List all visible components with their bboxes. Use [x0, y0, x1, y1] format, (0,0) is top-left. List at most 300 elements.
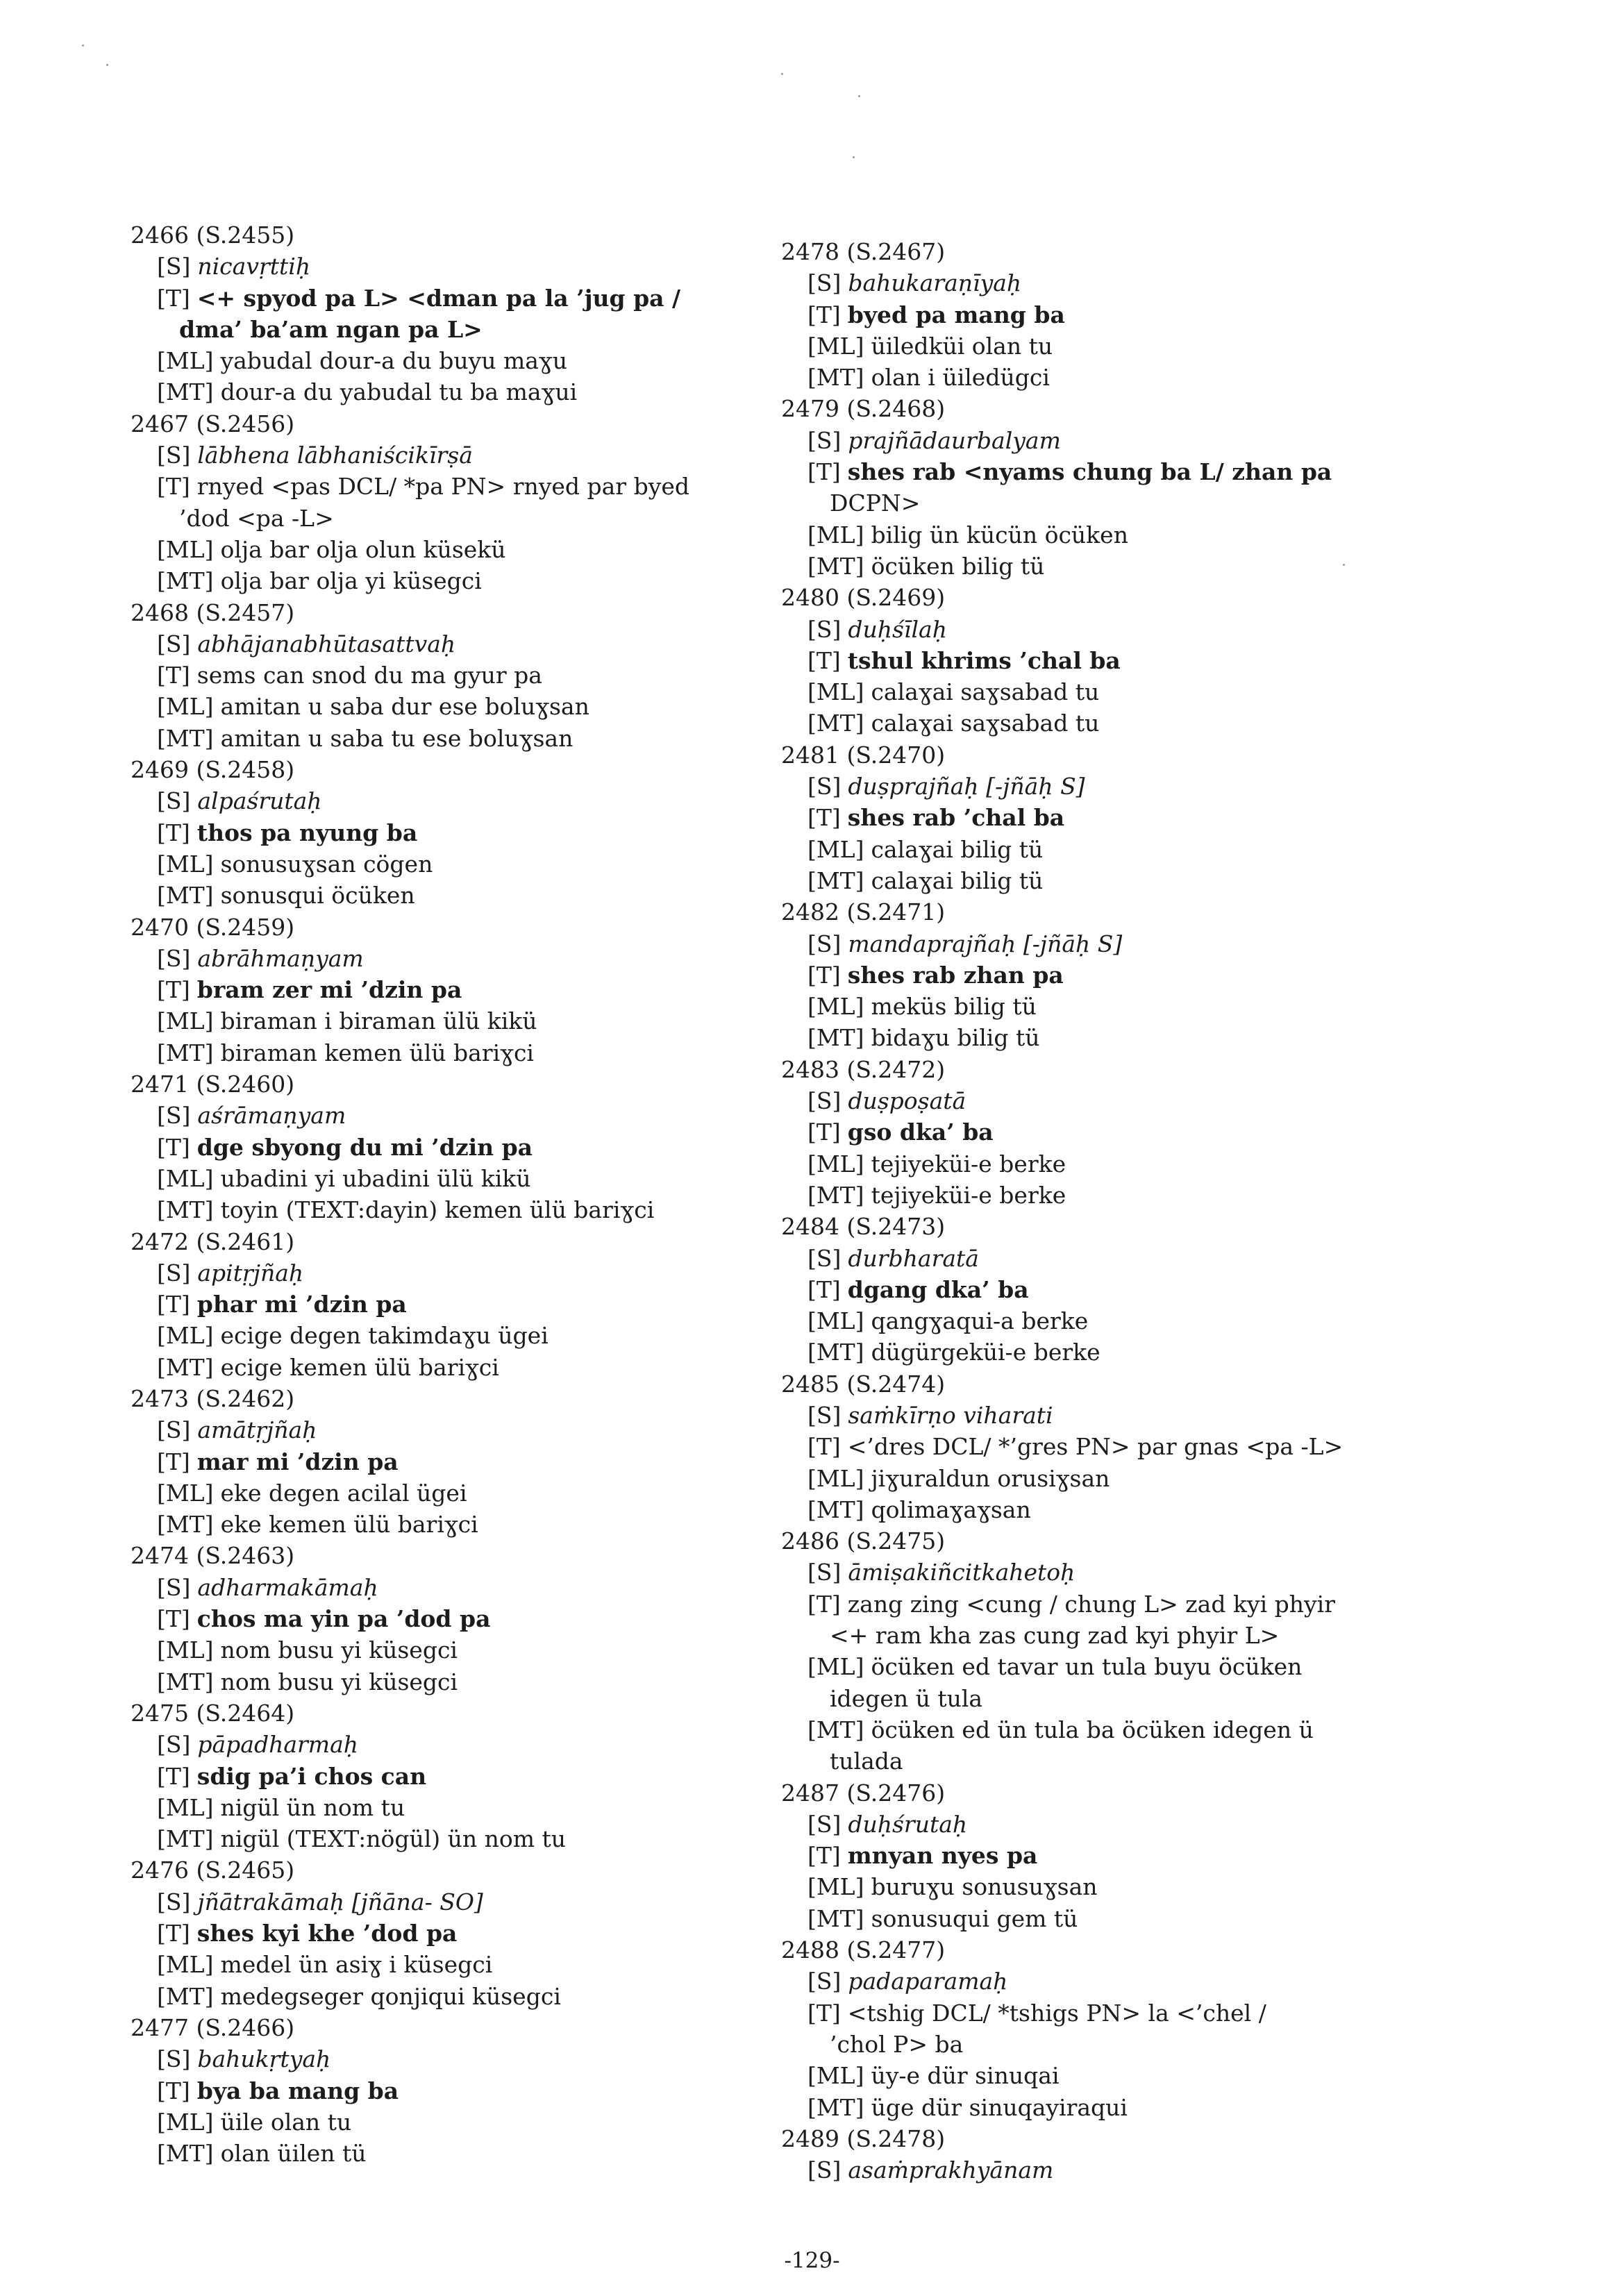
translation-text: bidaɣu bilig tü [871, 1024, 1040, 1052]
entry-number: 2484 (S.2473) [781, 1213, 946, 1241]
language-tag: [ML] [807, 2062, 864, 2090]
sanskrit-term: mandaprajñaḥ [-jñāḥ S] [848, 930, 1123, 957]
entry-number: 2466 (S.2455) [131, 221, 295, 249]
translation-text: eke kemen ülü bariɣci [220, 1511, 478, 1539]
translation-text: DCPN> [830, 489, 921, 517]
entry-line [739, 1431, 1434, 1462]
language-tag: [ML] [157, 1793, 214, 1821]
dictionary-entry [89, 1383, 769, 1540]
sanskrit-term: āmiṣakiñcitkahetoḥ [848, 1559, 1075, 1586]
translation-text: zang zing <cung / chung L> zad kyi phyir [847, 1590, 1335, 1618]
dictionary-entry [739, 2123, 1434, 2186]
entry-line [739, 1651, 1434, 1682]
sanskrit-term: adharmakāmaḥ [197, 1573, 378, 1601]
translation-text: sonusqui öcüken [220, 882, 415, 910]
entry-line [739, 1336, 1434, 1368]
entry-line [739, 1714, 1434, 1745]
sanskrit-term: duḥśrutaḥ [848, 1810, 968, 1838]
entry-line [739, 1871, 1434, 1902]
language-tag: [ML] [807, 1653, 864, 1681]
entry-line [739, 1966, 1434, 1997]
translation-text: shes rab <nyams chung ba L/ zhan pa [847, 458, 1332, 486]
entry-line [89, 534, 769, 565]
entry-line [89, 817, 769, 848]
language-tag: [S] [157, 1416, 191, 1444]
dictionary-entry [739, 1211, 1434, 1368]
entry-line [89, 439, 769, 471]
entry-line [89, 1100, 769, 1131]
translation-text: rnyed <pas DCL/ *pa PN> rnyed par byed [196, 473, 689, 501]
language-tag: [T] [157, 473, 190, 501]
dictionary-entry [739, 739, 1434, 896]
language-tag: [S] [157, 1731, 191, 1759]
language-tag: [ML] [157, 1322, 214, 1350]
language-tag: [S] [807, 1810, 842, 1838]
translation-text: buruɣu sonusuɣsan [871, 1873, 1098, 1901]
dictionary-entry [89, 1226, 769, 1383]
language-tag: [ML] [157, 1479, 214, 1507]
entry-line [89, 2106, 769, 2138]
entry-line [739, 1745, 1434, 1777]
entry-line [739, 928, 1434, 960]
entry-line [739, 487, 1434, 519]
entry-line [739, 425, 1434, 456]
translation-text: nigül (TEXT:nögül) ün nom tu [220, 1825, 567, 1853]
language-tag: [T] [157, 1920, 190, 1947]
language-tag: [S] [807, 269, 842, 297]
translation-text: shes rab zhan pa [847, 961, 1064, 989]
translation-text: dügürgeküi-e berke [871, 1339, 1100, 1366]
translation-text: shes kyi khe ’dod pa [196, 1920, 458, 1947]
translation-text: üiledküi olan tu [871, 332, 1053, 360]
language-tag: [MT] [807, 364, 864, 392]
translation-text: ecige kemen ülü bariɣci [220, 1353, 499, 1381]
language-tag: [ML] [157, 1951, 214, 1979]
sanskrit-term: asaṁprakhyānam [848, 2156, 1054, 2184]
language-tag: [S] [157, 1259, 191, 1287]
entry-number: 2489 (S.2478) [781, 2125, 946, 2152]
translation-text: calaɣai bilig tü [871, 835, 1044, 863]
language-tag: [MT] [807, 2093, 864, 2121]
language-tag: [MT] [807, 552, 864, 580]
translation-text: dge sbyong du mi ’dzin pa [196, 1133, 533, 1161]
language-tag: [MT] [807, 1339, 864, 1366]
entry-line [739, 267, 1434, 299]
language-tag: [T] [807, 458, 841, 486]
translation-text: gso dka’ ba [847, 1118, 994, 1146]
language-tag: [S] [157, 253, 191, 280]
sanskrit-term: abrāhmaṇyam [197, 944, 364, 972]
entry-line [89, 565, 769, 596]
entry-line [739, 2060, 1434, 2091]
entry-number: 2477 (S.2466) [131, 2013, 295, 2041]
sanskrit-term: lābhena lābhaniścikīrṣā [197, 442, 473, 469]
language-tag: [S] [807, 1968, 842, 1995]
scan-speck [858, 95, 860, 97]
translation-text: olja bar olja yi küsegci [220, 567, 482, 595]
language-tag: [T] [157, 1291, 190, 1318]
entry-line [89, 1949, 769, 1980]
language-tag: [S] [157, 944, 191, 972]
translation-text: dgang dka’ ba [847, 1275, 1029, 1303]
scan-speck [853, 156, 855, 158]
language-tag: [S] [157, 2045, 191, 2073]
language-tag: [S] [157, 442, 191, 469]
entry-line [89, 2075, 769, 2106]
entry-line [739, 1589, 1434, 1620]
entry-line [89, 1289, 769, 1320]
sanskrit-term: duṣprajñaḥ [-jñāḥ S] [848, 773, 1085, 801]
entry-line [739, 645, 1434, 676]
entry-line [89, 376, 769, 408]
language-tag: [T] [157, 284, 190, 312]
translation-text: üile olan tu [220, 2108, 352, 2136]
translation-text: sdig pa’i chos can [196, 1762, 427, 1790]
entry-number: 2478 (S.2467) [781, 238, 946, 265]
entry-line [89, 1037, 769, 1069]
translation-text: üy-e dür sinuqai [871, 2062, 1060, 2090]
language-tag: [ML] [807, 1150, 864, 1178]
language-tag: [S] [807, 1559, 842, 1586]
sanskrit-term: durbharatā [848, 1244, 979, 1272]
sanskrit-term: duṣpoṣatā [848, 1087, 966, 1115]
language-tag: [ML] [157, 1007, 214, 1035]
language-tag: [S] [807, 1401, 842, 1429]
entry-number: 2487 (S.2476) [781, 1779, 946, 1807]
language-tag: [S] [807, 773, 842, 801]
language-tag: [MT] [157, 1982, 214, 2010]
language-tag: [S] [807, 426, 842, 454]
language-tag: [T] [157, 662, 190, 689]
language-tag: [MT] [157, 1353, 214, 1381]
entry-line [89, 1761, 769, 1792]
translation-text: yabudal dour-a du buyu maɣu [220, 347, 567, 375]
dictionary-entry [739, 1525, 1434, 1777]
entry-line [89, 1352, 769, 1383]
translation-text: <’dres DCL/ *’gres PN> par gnas <pa -L> [847, 1433, 1343, 1461]
language-tag: [T] [157, 2077, 190, 2104]
entry-number: 2483 (S.2472) [781, 1055, 946, 1083]
language-tag: [T] [807, 1433, 841, 1461]
translation-text: sonusuqui gem tü [871, 1904, 1078, 1932]
language-tag: [S] [157, 1573, 191, 1601]
entry-number: 2480 (S.2469) [781, 584, 946, 612]
dictionary-entry [89, 1069, 769, 1225]
translation-text: medegseger qonjiqui küsegci [220, 1982, 561, 2010]
entry-line [739, 1305, 1434, 1336]
scan-speck [106, 64, 108, 66]
language-tag: [MT] [807, 1024, 864, 1052]
entry-line [89, 1634, 769, 1666]
entry-number: 2469 (S.2458) [131, 756, 295, 784]
translation-text: bilig ün kücün öcüken [871, 521, 1128, 548]
language-tag: [S] [157, 630, 191, 657]
dictionary-entry [89, 754, 769, 911]
language-tag: [T] [157, 976, 190, 1004]
translation-text: olan üilen tü [220, 2140, 367, 2168]
entry-line [739, 834, 1434, 865]
entry-line [739, 991, 1434, 1022]
scan-speck [82, 44, 84, 47]
language-tag: [MT] [157, 1511, 214, 1539]
entry-line [739, 1148, 1434, 1180]
language-tag: [T] [807, 301, 841, 328]
translation-text: eke degen acilal ügei [220, 1479, 467, 1507]
language-tag: [MT] [807, 1904, 864, 1932]
translation-text: tejiyeküi-e berke [871, 1181, 1066, 1209]
sanskrit-term: bahukṛtyaḥ [197, 2045, 331, 2073]
translation-text: qangɣaqui-a berke [871, 1307, 1089, 1335]
dictionary-entry [739, 1054, 1434, 1211]
entry-line [739, 1620, 1434, 1651]
language-tag: [T] [807, 1842, 841, 1870]
translation-text: öcüken ed ün tula ba öcüken idegen ü [871, 1716, 1314, 1743]
translation-text: olan i üiledügci [871, 364, 1050, 392]
language-tag: [T] [157, 1133, 190, 1161]
entry-line [89, 1666, 769, 1698]
page-number: -129- [784, 2248, 840, 2273]
translation-text: dour-a du yabudal tu ba maɣui [220, 378, 578, 406]
entry-line [739, 1274, 1434, 1305]
dictionary-entry [89, 219, 769, 408]
language-tag: [S] [157, 1888, 191, 1916]
sanskrit-term: saṁkīrṇo viharati [848, 1401, 1053, 1429]
entry-line [739, 519, 1434, 551]
entry-line [89, 1257, 769, 1289]
language-tag: [ML] [807, 1873, 864, 1901]
entry-line [739, 456, 1434, 487]
entry-line [89, 628, 769, 660]
entry-line [739, 1840, 1434, 1871]
entry-line [89, 974, 769, 1005]
sanskrit-term: apitṛjñaḥ [197, 1259, 304, 1287]
entry-line [89, 660, 769, 691]
entry-line [89, 1572, 769, 1603]
dictionary-entry [739, 393, 1434, 582]
language-tag: [MT] [157, 378, 214, 406]
translation-text: calaɣai bilig tü [871, 866, 1044, 894]
scan-speck [1343, 564, 1345, 566]
language-tag: [S] [157, 1102, 191, 1130]
entry-line [739, 1997, 1434, 2029]
translation-text: amitan u saba dur ese boluɣsan [220, 693, 589, 721]
language-tag: [MT] [807, 1181, 864, 1209]
entry-line [89, 1005, 769, 1037]
language-tag: [MT] [157, 1825, 214, 1853]
translation-text: bram zer mi ’dzin pa [196, 976, 462, 1004]
translation-text: mnyan nyes pa [847, 1842, 1038, 1870]
translation-text: calaɣai saɣsabad tu [871, 710, 1100, 737]
entry-line [739, 707, 1434, 739]
language-tag: [MT] [157, 567, 214, 595]
translation-text: sonusuɣsan cögen [220, 850, 433, 878]
dictionary-entry [89, 2012, 769, 2169]
translation-text: chos ma yin pa ’dod pa [196, 1605, 491, 1633]
translation-text: nom busu yi küsegci [220, 1636, 458, 1664]
sanskrit-term: amātṛjñaḥ [197, 1416, 317, 1444]
entry-line [739, 1022, 1434, 1053]
sanskrit-term: padaparamaḥ [848, 1968, 1008, 1995]
dictionary-entry [89, 1540, 769, 1697]
dictionary-entry [89, 912, 769, 1069]
sanskrit-term: jñātrakāmaḥ [jñāna- SO] [197, 1888, 483, 1916]
sanskrit-term: nicavṛttiḥ [197, 253, 311, 280]
translation-text: tejiyeküi-e berke [871, 1150, 1066, 1178]
entry-line [739, 865, 1434, 896]
language-tag: [S] [807, 1244, 842, 1272]
translation-text: biraman i biraman ülü kikü [220, 1007, 537, 1035]
dictionary-entry [89, 1698, 769, 1854]
translation-text: ’chol P> ba [830, 2030, 964, 2058]
dictionary-entry [739, 1777, 1434, 1934]
entry-line [739, 1683, 1434, 1714]
translation-text: <tshig DCL/ *tshigs PN> la <’chel / [847, 1999, 1266, 2027]
translation-text: amitan u saba tu ese boluɣsan [220, 724, 574, 752]
translation-text: mar mi ’dzin pa [196, 1448, 399, 1475]
translation-text: jiɣuraldun orusiɣsan [871, 1464, 1110, 1492]
translation-text: biraman kemen ülü bariɣci [220, 1039, 534, 1066]
translation-text: qolimaɣaɣsan [871, 1495, 1031, 1523]
sanskrit-term: alpaśrutaḥ [197, 787, 322, 815]
entry-number: 2472 (S.2461) [131, 1227, 295, 1255]
language-tag: [T] [807, 1118, 841, 1146]
entry-line [89, 1194, 769, 1225]
entry-line [89, 1792, 769, 1823]
language-tag: [ML] [157, 347, 214, 375]
entry-line [89, 471, 769, 502]
sanskrit-term: bahukaraṇīyaḥ [848, 269, 1022, 297]
entry-line [739, 1180, 1434, 1211]
language-tag: [ML] [157, 850, 214, 878]
language-tag: [T] [807, 1999, 841, 2027]
translation-text: shes rab ’chal ba [847, 804, 1065, 832]
dictionary-entry [89, 408, 769, 597]
entry-line [739, 960, 1434, 991]
entry-line [89, 785, 769, 816]
translation-text: sems can snod du ma gyur pa [196, 662, 542, 689]
entry-line [89, 880, 769, 911]
entry-number: 2473 (S.2462) [131, 1384, 295, 1412]
language-tag: [T] [807, 1275, 841, 1303]
language-tag: [ML] [157, 1164, 214, 1192]
scan-speck [781, 73, 783, 75]
dictionary-entry [739, 896, 1434, 1053]
language-tag: [MT] [157, 1668, 214, 1695]
entry-line [739, 802, 1434, 833]
language-tag: [S] [807, 615, 842, 643]
language-tag: [T] [157, 819, 190, 846]
translation-text: tulada [830, 1748, 903, 1775]
translation-text: nigül ün nom tu [220, 1793, 405, 1821]
entry-number: 2468 (S.2457) [131, 598, 295, 626]
language-tag: [S] [807, 1087, 842, 1115]
entry-number: 2482 (S.2471) [781, 898, 946, 926]
entry-number: 2481 (S.2470) [781, 741, 946, 769]
entry-line [89, 1132, 769, 1163]
translation-text: medel ün asiɣ i küsegci [220, 1951, 493, 1979]
entry-number: 2485 (S.2474) [781, 1370, 946, 1398]
language-tag: [S] [807, 930, 842, 957]
entry-line [89, 345, 769, 376]
entry-line [739, 1400, 1434, 1431]
entry-line [89, 1163, 769, 1194]
language-tag: [T] [807, 646, 841, 674]
entry-line [89, 2138, 769, 2169]
sanskrit-term: aśrāmaṇyam [197, 1102, 346, 1130]
language-tag: [T] [807, 1590, 841, 1618]
sanskrit-term: prajñādaurbalyam [848, 426, 1061, 454]
entry-line [89, 1509, 769, 1540]
sanskrit-term: abhājanabhūtasattvaḥ [197, 630, 456, 657]
translation-text: phar mi ’dzin pa [196, 1291, 407, 1318]
language-tag: [MT] [807, 1495, 864, 1523]
entry-line [739, 1243, 1434, 1274]
entry-line [739, 1116, 1434, 1148]
translation-text: tshul khrims ’chal ba [847, 646, 1121, 674]
entry-number: 2475 (S.2464) [131, 1699, 295, 1727]
entry-line [739, 330, 1434, 362]
translation-text: toyin (TEXT:dayin) kemen ülü bariɣci [220, 1196, 655, 1224]
language-tag: [ML] [807, 835, 864, 863]
language-tag: [ML] [157, 535, 214, 563]
language-tag: [T] [157, 1605, 190, 1633]
language-tag: [S] [157, 787, 191, 815]
language-tag: [MT] [157, 882, 214, 910]
entry-line [89, 1446, 769, 1477]
entry-line [739, 1809, 1434, 1840]
sanskrit-term: pāpadharmaḥ [197, 1731, 359, 1759]
entry-line [739, 1557, 1434, 1588]
translation-text: öcüken ed tavar un tula buyu öcüken [871, 1653, 1303, 1681]
language-tag: [T] [807, 961, 841, 989]
translation-text: nom busu yi küsegci [220, 1668, 458, 1695]
entry-number: 2471 (S.2460) [131, 1071, 295, 1098]
entry-line [89, 1918, 769, 1949]
translation-text: ’dod <pa -L> [179, 504, 334, 532]
translation-text: bya ba mang ba [196, 2077, 399, 2104]
language-tag: [ML] [807, 521, 864, 548]
language-tag: [MT] [807, 710, 864, 737]
language-tag: [ML] [807, 1464, 864, 1492]
left-column [89, 219, 769, 2169]
dictionary-entry [89, 597, 769, 754]
translation-text: <+ ram kha zas cung zad kyi phyir L> [830, 1622, 1280, 1650]
entry-line [739, 362, 1434, 393]
language-tag: [MT] [157, 2140, 214, 2168]
dictionary-entry [739, 1934, 1434, 2123]
dictionary-entry [739, 236, 1434, 393]
entry-line [89, 848, 769, 880]
entry-line [89, 1477, 769, 1509]
translation-text: olja bar olja olun küsekü [220, 535, 506, 563]
entry-line [739, 1903, 1434, 1934]
entry-number: 2476 (S.2465) [131, 1857, 295, 1884]
entry-number: 2474 (S.2463) [131, 1542, 295, 1570]
entry-line [89, 314, 769, 345]
entry-line [89, 1320, 769, 1351]
entry-line [739, 2092, 1434, 2123]
entry-line [89, 943, 769, 974]
language-tag: [T] [157, 1762, 190, 1790]
entry-line [739, 1463, 1434, 1494]
language-tag: [ML] [807, 993, 864, 1021]
entry-line [89, 723, 769, 754]
translation-text: ecige degen takimdaɣu ügei [220, 1322, 549, 1350]
entry-line [89, 1981, 769, 2012]
translation-text: meküs bilig tü [871, 993, 1037, 1021]
entry-line [89, 1603, 769, 1634]
language-tag: [ML] [807, 332, 864, 360]
